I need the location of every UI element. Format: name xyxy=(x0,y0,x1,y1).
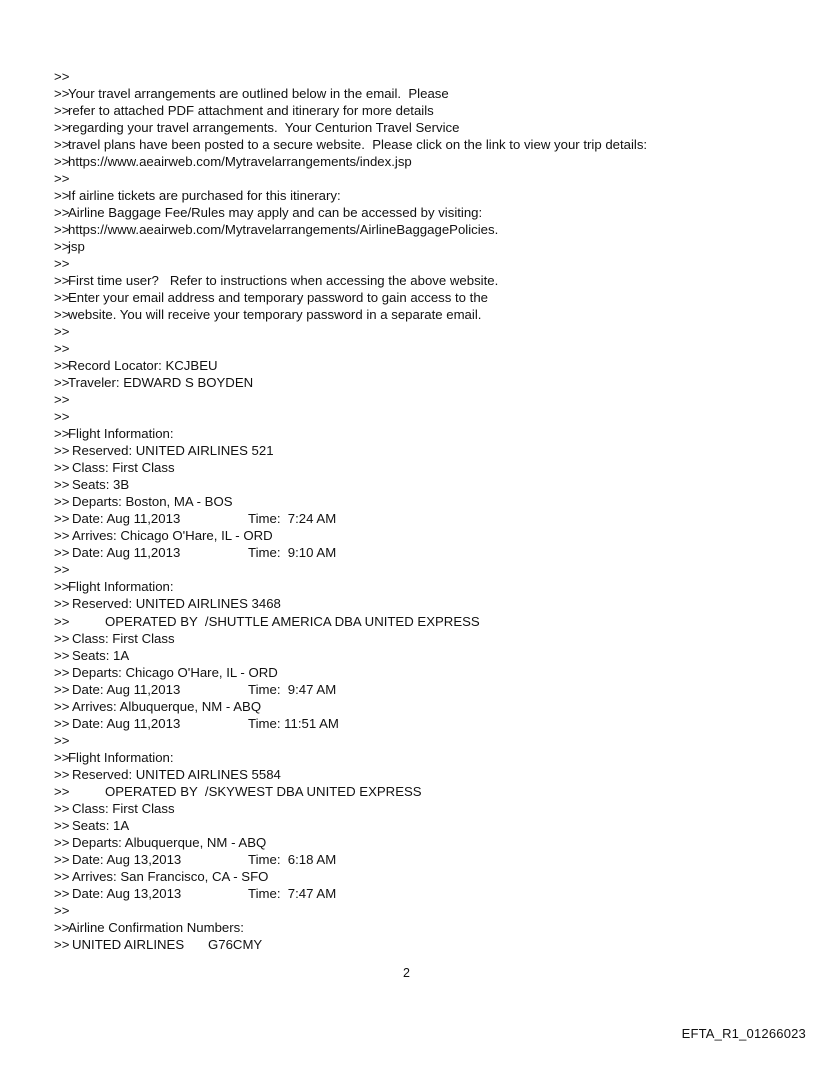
email-line xyxy=(54,647,794,664)
email-line xyxy=(54,391,794,408)
quote-prefix: >> xyxy=(54,885,70,901)
email-line xyxy=(54,800,794,817)
email-line xyxy=(54,306,794,323)
quote-prefix: >> xyxy=(54,205,70,221)
email-line xyxy=(54,119,794,136)
quote-prefix: >> xyxy=(54,239,70,255)
email-body xyxy=(54,68,794,953)
line-text: Airline Baggage Fee/Rules may apply and can be accessed by visiting: xyxy=(68,205,483,221)
email-line xyxy=(54,595,794,612)
email-line xyxy=(54,664,794,681)
document-id-footer: EFTA_R1_01266023 xyxy=(681,1026,806,1041)
line-text: refer to attached PDF attachment and itinerary for more details xyxy=(68,103,434,119)
flight-time: Time: 7:24 AM xyxy=(248,511,337,527)
email-line xyxy=(54,868,794,885)
quote-prefix: >> xyxy=(54,477,70,493)
quote-prefix: >> xyxy=(54,409,70,425)
quote-prefix: >> xyxy=(54,188,70,204)
quote-prefix: >> xyxy=(54,715,70,731)
quote-prefix: >> xyxy=(54,919,70,935)
quote-prefix: >> xyxy=(54,290,70,306)
email-line xyxy=(54,902,794,919)
url-link[interactable]: https://www.aeairweb.com/Mytravelarrangements/index.jsp xyxy=(68,154,412,170)
line-text: website. You will receive your temporary password in a separate email. xyxy=(68,307,482,323)
email-line xyxy=(54,919,794,936)
line-text: Arrives: Albuquerque, NM - ABQ xyxy=(72,698,262,714)
line-text: Departs: Chicago O'Hare, IL - ORD xyxy=(72,664,278,680)
quote-prefix: >> xyxy=(54,732,70,748)
email-line xyxy=(54,136,794,153)
line-text: Seats: 3B xyxy=(72,477,130,493)
line-text: Date: Aug 13,2013 xyxy=(72,851,182,867)
flight-time: Time: 9:10 AM xyxy=(248,545,337,561)
email-line xyxy=(54,732,794,749)
quote-prefix: >> xyxy=(54,341,70,357)
confirmation-code: G76CMY xyxy=(208,936,263,952)
email-line xyxy=(54,817,794,834)
email-line xyxy=(54,630,794,647)
quote-prefix: >> xyxy=(54,749,70,765)
quote-prefix: >> xyxy=(54,222,70,238)
email-line xyxy=(54,578,794,595)
line-text: Arrives: San Francisco, CA - SFO xyxy=(72,868,269,884)
quote-prefix: >> xyxy=(54,851,70,867)
quote-prefix: >> xyxy=(54,392,70,408)
flight-time: Time: 11:51 AM xyxy=(248,715,339,731)
email-line xyxy=(54,681,794,698)
line-text: Seats: 1A xyxy=(72,647,130,663)
email-line xyxy=(54,766,794,783)
line-text: Date: Aug 13,2013 xyxy=(72,885,182,901)
email-line xyxy=(54,527,794,544)
quote-prefix: >> xyxy=(54,460,70,476)
email-line xyxy=(54,715,794,732)
quote-prefix: >> xyxy=(54,562,70,578)
line-text: Seats: 1A xyxy=(72,817,130,833)
quote-prefix: >> xyxy=(54,681,70,697)
quote-prefix: >> xyxy=(54,868,70,884)
flight-time: Time: 9:47 AM xyxy=(248,681,337,697)
email-line xyxy=(54,289,794,306)
quote-prefix: >> xyxy=(54,698,70,714)
quote-prefix: >> xyxy=(54,137,70,153)
line-text: Reserved: UNITED AIRLINES 521 xyxy=(72,443,274,459)
email-line xyxy=(54,187,794,204)
quote-prefix: >> xyxy=(54,834,70,850)
quote-prefix: >> xyxy=(54,426,70,442)
email-line xyxy=(54,476,794,493)
url-link[interactable]: jsp xyxy=(68,239,85,255)
line-text: Departs: Albuquerque, NM - ABQ xyxy=(72,834,267,850)
line-text: Flight Information: xyxy=(68,426,174,442)
line-text: Class: First Class xyxy=(72,800,175,816)
email-line xyxy=(54,255,794,272)
line-text: UNITED AIRLINES xyxy=(72,936,185,952)
quote-prefix: >> xyxy=(54,154,70,170)
line-text: travel plans have been posted to a secure website. Please click on the link to view your trip details: xyxy=(68,137,648,153)
email-line xyxy=(54,374,794,391)
line-text: Arrives: Chicago O'Hare, IL - ORD xyxy=(72,528,273,544)
line-text: Record Locator: KCJBEU xyxy=(68,358,218,374)
line-text: Flight Information: xyxy=(68,749,174,765)
quote-prefix: >> xyxy=(54,545,70,561)
line-text: Class: First Class xyxy=(72,460,175,476)
quote-prefix: >> xyxy=(54,664,70,680)
line-text: Date: Aug 11,2013 xyxy=(72,511,181,527)
email-line xyxy=(54,834,794,851)
line-text: Enter your email address and temporary password to gain access to the xyxy=(68,290,489,306)
page-number: 2 xyxy=(403,966,410,980)
line-text: regarding your travel arrangements. Your Centurion Travel Service xyxy=(68,120,460,136)
quote-prefix: >> xyxy=(54,256,70,272)
quote-prefix: >> xyxy=(54,494,70,510)
line-text: First time user? Refer to instructions when accessing the above website. xyxy=(68,273,499,289)
flight-time: Time: 6:18 AM xyxy=(248,851,337,867)
email-line xyxy=(54,442,794,459)
email-line xyxy=(54,408,794,425)
email-line xyxy=(54,238,794,255)
line-text: Reserved: UNITED AIRLINES 3468 xyxy=(72,596,281,612)
email-line xyxy=(54,885,794,902)
quote-prefix: >> xyxy=(54,579,70,595)
email-line xyxy=(54,510,794,527)
line-text: Date: Aug 11,2013 xyxy=(72,545,181,561)
quote-prefix: >> xyxy=(54,647,70,663)
quote-prefix: >> xyxy=(54,613,70,629)
line-text: Traveler: EDWARD S BOYDEN xyxy=(68,375,254,391)
email-line xyxy=(54,698,794,715)
line-text: Flight Information: xyxy=(68,579,174,595)
email-line xyxy=(54,221,794,238)
quote-prefix: >> xyxy=(54,171,70,187)
quote-prefix: >> xyxy=(54,528,70,544)
email-line xyxy=(54,340,794,357)
quote-prefix: >> xyxy=(54,307,70,323)
email-line xyxy=(54,425,794,442)
email-line xyxy=(54,153,794,170)
quote-prefix: >> xyxy=(54,511,70,527)
email-line xyxy=(54,272,794,289)
quote-prefix: >> xyxy=(54,443,70,459)
quote-prefix: >> xyxy=(54,86,70,102)
quote-prefix: >> xyxy=(54,766,70,782)
flight-time: Time: 7:47 AM xyxy=(248,885,337,901)
line-text: Class: First Class xyxy=(72,630,175,646)
line-text: Date: Aug 11,2013 xyxy=(72,681,181,697)
quote-prefix: >> xyxy=(54,936,70,952)
line-text: Reserved: UNITED AIRLINES 5584 xyxy=(72,766,281,782)
line-text: Date: Aug 11,2013 xyxy=(72,715,181,731)
email-line xyxy=(54,85,794,102)
line-text: Airline Confirmation Numbers: xyxy=(68,919,244,935)
quote-prefix: >> xyxy=(54,103,70,119)
quote-prefix: >> xyxy=(54,324,70,340)
email-line xyxy=(54,204,794,221)
email-line xyxy=(54,749,794,766)
line-text: If airline tickets are purchased for this itinerary: xyxy=(68,188,341,204)
email-line xyxy=(54,493,794,510)
email-line xyxy=(54,561,794,578)
email-line xyxy=(54,357,794,374)
quote-prefix: >> xyxy=(54,630,70,646)
url-link[interactable]: https://www.aeairweb.com/Mytravelarrangements/AirlineBaggagePolicies. xyxy=(68,222,499,238)
quote-prefix: >> xyxy=(54,273,70,289)
quote-prefix: >> xyxy=(54,800,70,816)
email-line xyxy=(54,851,794,868)
quote-prefix: >> xyxy=(54,783,70,799)
quote-prefix: >> xyxy=(54,902,70,918)
email-line xyxy=(54,544,794,561)
email-line xyxy=(54,68,794,85)
email-line xyxy=(54,459,794,476)
quote-prefix: >> xyxy=(54,596,70,612)
email-line xyxy=(54,170,794,187)
quote-prefix: >> xyxy=(54,120,70,136)
line-text: Your travel arrangements are outlined below in the email. Please xyxy=(68,86,449,102)
email-line xyxy=(54,783,794,800)
email-line xyxy=(54,102,794,119)
email-line xyxy=(54,323,794,340)
email-line xyxy=(54,936,794,953)
quote-prefix: >> xyxy=(54,817,70,833)
line-text: OPERATED BY /SHUTTLE AMERICA DBA UNITED EXPRESS xyxy=(105,613,480,629)
quote-prefix: >> xyxy=(54,375,70,391)
line-text: Departs: Boston, MA - BOS xyxy=(72,494,233,510)
quote-prefix: >> xyxy=(54,358,70,374)
quote-prefix: >> xyxy=(54,69,70,84)
email-line xyxy=(54,613,794,630)
line-text: OPERATED BY /SKYWEST DBA UNITED EXPRESS xyxy=(105,783,422,799)
